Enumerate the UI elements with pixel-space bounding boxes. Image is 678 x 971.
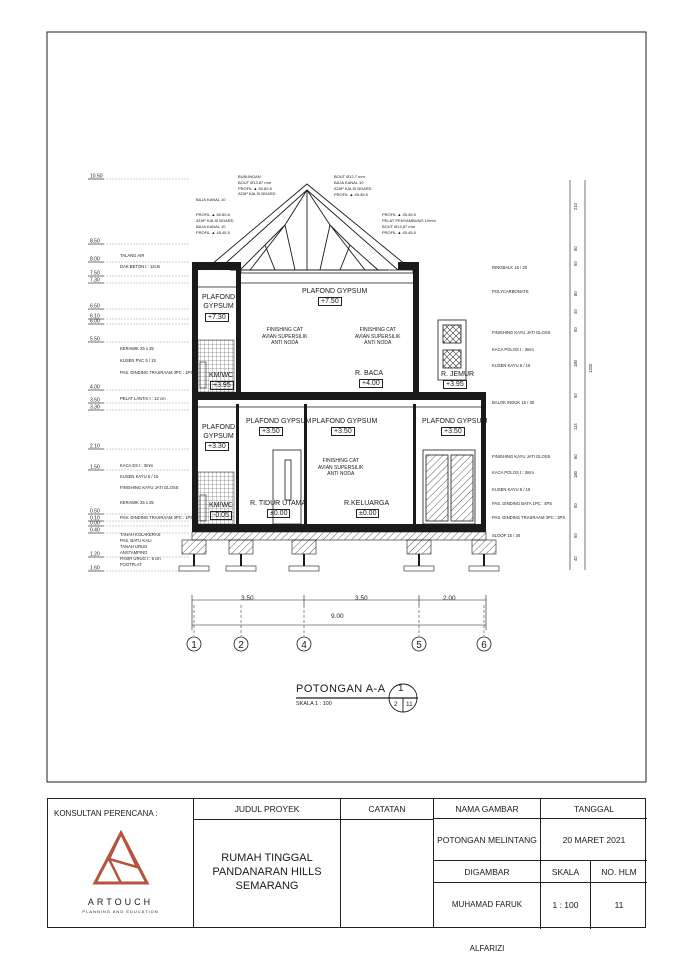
- level-plafond-lower-4: +3.50: [441, 427, 465, 436]
- right-note: SLOOF 15 / 30: [492, 533, 521, 538]
- notes-header: CATATAN: [341, 799, 433, 820]
- level-label: 6.10: [90, 313, 100, 320]
- drawing-name: POTONGAN MELINTANG: [434, 819, 541, 861]
- roof-note-left: PROFIL ▲ 60.60.6: [238, 186, 272, 191]
- left-note: KERAMIK 25 x 25: [120, 500, 154, 505]
- right-dimension: 180: [573, 471, 578, 478]
- roof-note-left: BOUT Ø13,87 mm: [238, 180, 272, 185]
- right-dimension: 50: [573, 327, 578, 332]
- left-note: FOOTPLAT: [120, 562, 142, 567]
- label-plafond-upper-mid: PLAFOND GYPSUM: [302, 288, 368, 295]
- level-r-tidur: ±0.00: [267, 509, 290, 518]
- level-label: 1.60: [90, 565, 100, 572]
- right-note: POLYCARBONATE: [492, 289, 529, 294]
- grid-axis-label: 1: [191, 640, 197, 651]
- level-label: 4.00: [90, 384, 100, 391]
- left-note: PAS. BATU KALI: [120, 538, 152, 543]
- label-finishing-2: FINISHING CAT AVIAN SUPERSILIK ANTI NODA: [355, 327, 401, 346]
- left-note: KUSEN KAYU 6 / 15: [120, 474, 159, 479]
- level-label: 6.50: [90, 303, 100, 310]
- brand-tagline: PLANNING AND EDUCATION: [82, 909, 159, 914]
- level-plafond-lower-2: +3.50: [259, 427, 283, 436]
- upper-wc-tiles: [198, 340, 234, 392]
- footing: [292, 540, 316, 554]
- level-labels: [90, 174, 103, 572]
- date-value: 20 MARET 2021: [541, 819, 647, 861]
- roof-note-right: PROFIL ▲ 45.45.5: [382, 230, 416, 235]
- section-ref-no: 1: [398, 683, 404, 694]
- level-label: 0.10: [90, 515, 100, 522]
- roof-note-left: BUBUNGAN: [238, 174, 261, 179]
- roof-note-left: ATAP KALSI BOARD: [238, 191, 276, 196]
- section-title: POTONGAN A-A: [296, 683, 386, 695]
- left-note: PELAT LANTAI t : 12 cm: [120, 396, 166, 401]
- level-plafond-lower-3: +3.50: [331, 427, 355, 436]
- label-plafond-upper-left: PLAFOND GYPSUM: [202, 294, 236, 310]
- project-name: RUMAH TINGGAL PANDANARAN HILLS SEMARANG: [212, 852, 322, 892]
- footplat: [226, 566, 256, 571]
- right-dimension: 40: [573, 309, 578, 314]
- consultant-column: [48, 799, 194, 927]
- label-finishing-1: FINISHING CAT AVIAN SUPERSILIK ANTI NODA: [262, 327, 308, 346]
- dimension-lines: [192, 180, 585, 630]
- level-label: 5.50: [90, 336, 100, 343]
- label-r-tidur: R. TIDUR UTAMA: [250, 500, 307, 507]
- sheet-header: NO. HLM: [591, 861, 647, 883]
- footplat: [179, 566, 209, 571]
- roof-note-left: PROFIL ▲ 45.45.5: [196, 230, 230, 235]
- level-label: 8.00: [90, 256, 100, 263]
- grid-axes: [187, 605, 491, 651]
- foundation: [179, 532, 499, 571]
- roof-note-right: PELAT PENYAMBUNG 10mm: [382, 218, 436, 223]
- level-label: 3.30: [90, 404, 100, 411]
- label-r-jemur: R. JEMUR: [441, 371, 475, 378]
- roof-note-right: PROFIL ▲ 45.45.5: [382, 212, 416, 217]
- window-r-jemur: [438, 320, 466, 380]
- drawing-name-header: NAMA GAMBAR: [434, 799, 541, 819]
- scale-header: SKALA: [541, 861, 591, 883]
- roof-note-left: PROFIL ▲ 60.60.6: [196, 212, 230, 217]
- artouch-logo-icon: [91, 829, 151, 891]
- drawn-by-value: MUHAMAD FARUK ALFARIZI: [434, 883, 541, 929]
- door-r-keluarga: [423, 450, 475, 524]
- level-label: 7.30: [90, 277, 100, 284]
- level-label: 1.20: [90, 551, 100, 558]
- left-note: KERAMIK 25 x 25: [120, 346, 154, 351]
- level-r-keluarga: ±0.00: [356, 509, 379, 518]
- roof-note-right: BOUT Ø12,7 mm: [334, 174, 365, 179]
- grid-axis-label: 4: [301, 640, 307, 651]
- left-note: KACA ES t : 3mm: [120, 463, 154, 468]
- left-note: PAS. DINDING TRASRAAM 3PC : 1PS: [120, 370, 194, 375]
- level-label: 0.50: [90, 508, 100, 515]
- right-dimension: 50: [573, 393, 578, 398]
- footing: [472, 540, 496, 554]
- door-r-tidur: [273, 450, 301, 524]
- level-label: 3.50: [90, 397, 100, 404]
- left-note: TALANG AIR: [120, 253, 145, 258]
- label-plafond-lower-3: PLAFOND GYPSUM: [312, 418, 378, 425]
- level-plafond-upper-mid: +7.50: [318, 297, 342, 306]
- section-ref-sheet: 2: [394, 701, 398, 708]
- right-note: FINISHING KAYU JATI GLOSS: [492, 454, 551, 459]
- project-column: [194, 799, 341, 927]
- level-label: 1.50: [90, 464, 100, 471]
- level-km-wc-lower: -0.05: [210, 511, 232, 520]
- right-dimension: 50: [573, 246, 578, 251]
- right-note: RINGBALK 15 / 20: [492, 265, 528, 270]
- sheet-value: 11: [614, 900, 624, 910]
- right-note: BALOK INDUK 15 / 30: [492, 400, 535, 405]
- date-header: TANGGAL: [541, 799, 647, 819]
- scale-value: 1 : 100: [541, 883, 591, 929]
- footing: [229, 540, 253, 554]
- left-note: ANSTAMPING: [120, 550, 148, 555]
- right-dimension: 50: [573, 503, 578, 508]
- level-plafond-lower-left: +3.30: [205, 442, 229, 451]
- grid-axis-label: 5: [416, 640, 422, 651]
- level-km-wc-upper: +3.95: [210, 381, 234, 390]
- level-lines: [88, 179, 190, 571]
- label-plafond-lower-4: PLAFOND GYPSUM: [422, 418, 488, 425]
- level-label: 10.50: [90, 173, 103, 180]
- right-note: FINISHING KAYU JATI GLOSS: [492, 330, 551, 335]
- left-note: DAK BETON t : 12cm: [120, 264, 161, 269]
- left-note: PASIR URUG t : 5 cm: [120, 556, 161, 561]
- label-r-keluarga: R.KELUARGA: [344, 500, 390, 507]
- label-r-baca: R. BACA: [355, 370, 384, 377]
- right-dimension: 210: [573, 203, 578, 210]
- left-note: PAS. DINDING TRASRAAM 3PC : 1PS: [120, 515, 194, 520]
- brand-name: ARTOUCH: [87, 897, 154, 907]
- roof-note-left: BAJA KANAL 10: [196, 224, 226, 229]
- section-ref-total: 11: [406, 701, 413, 708]
- roof-truss: [205, 184, 412, 270]
- left-note: TANAH URUG: [120, 544, 148, 549]
- section-scale: SKALA 1 : 100: [296, 701, 332, 707]
- level-label: 6.00: [90, 318, 100, 325]
- level-label: 2.10: [90, 443, 100, 450]
- info-column: [434, 799, 647, 953]
- footplat: [289, 566, 319, 571]
- right-note: KACA POLOS t : 3mm: [492, 347, 534, 352]
- roof-note-right: PROFIL ▲ 45.45.5: [334, 192, 368, 197]
- lower-wc-tiles: [198, 472, 234, 524]
- grid-axis-label: 2: [238, 640, 244, 651]
- level-label: 8.50: [90, 238, 100, 245]
- label-km-wc-lower: KM/WC: [209, 502, 234, 509]
- level-label: 0.00: [90, 520, 100, 527]
- section-marker: [296, 684, 418, 712]
- footplat: [469, 566, 499, 571]
- right-dimension: 114: [573, 423, 578, 430]
- footing: [182, 540, 206, 554]
- label-km-wc-upper: KM/WC: [209, 372, 234, 379]
- footing: [407, 540, 431, 554]
- notes-column: [341, 799, 434, 927]
- dimension-text: 3.50: [355, 595, 368, 602]
- roof-note-right: ATAP KALSI BOARD: [334, 186, 372, 191]
- drawn-by-header: DIGAMBAR: [434, 861, 541, 883]
- right-dimension: 50: [573, 261, 578, 266]
- roof-note-right: BAJA KANAL 10: [334, 180, 364, 185]
- roof-note-right: BOUT Ø13,87 mm: [382, 224, 416, 229]
- right-note: PAS. DINDING TRASRAAM 3PC : 3PS: [492, 515, 566, 520]
- right-note: KUSEN KAYU 6 / 15: [492, 487, 531, 492]
- right-dimension: 180: [573, 360, 578, 367]
- right-dimension: 40: [573, 556, 578, 561]
- left-note: KUSEN PVC 5 / 15: [120, 358, 156, 363]
- right-note: KACA POLOS t : 3mm: [492, 470, 534, 475]
- label-finishing-3: FINISHING CAT AVIAN SUPERSILIK ANTI NODA: [318, 458, 364, 477]
- left-note: TANAH KOLAKERAS: [120, 532, 161, 537]
- level-r-baca: +4.00: [359, 379, 383, 388]
- right-dimension: 80: [573, 291, 578, 296]
- right-note: PAS. DINDING BATA 1PC : 4PS: [492, 501, 553, 506]
- roof-note-left: ATAP KALSI BOARD: [196, 218, 234, 223]
- level-plafond-upper-left: +7.30: [205, 313, 229, 322]
- right-dimension: 1200: [588, 363, 593, 373]
- roof-note-left: BAJA KANAL 10: [196, 197, 226, 202]
- left-note: FINISHING KAYU JATI GLOSS: [120, 485, 179, 490]
- level-r-jemur: +3.95: [443, 380, 467, 389]
- footplat: [404, 566, 434, 571]
- title-block: [47, 798, 646, 953]
- right-dimension: 50: [573, 533, 578, 538]
- right-note: KUSEN KAYU 6 / 15: [492, 363, 531, 368]
- consultant-label: KONSULTAN PERENCANA :: [54, 809, 158, 818]
- label-plafond-lower-2: PLAFOND GYPSUM: [246, 418, 312, 425]
- label-plafond-lower-left: PLAFOND GYPSUM: [202, 424, 236, 440]
- dimension-text: 3.50: [241, 595, 254, 602]
- grid-axis-label: 6: [481, 640, 487, 651]
- level-label: 7.50: [90, 270, 100, 277]
- level-label: 0.40: [90, 527, 100, 534]
- dimension-text: 9.00: [331, 613, 344, 620]
- right-dimension: 60: [573, 454, 578, 459]
- dimension-text: 2.00: [443, 595, 456, 602]
- project-header: JUDUL PROYEK: [194, 799, 340, 820]
